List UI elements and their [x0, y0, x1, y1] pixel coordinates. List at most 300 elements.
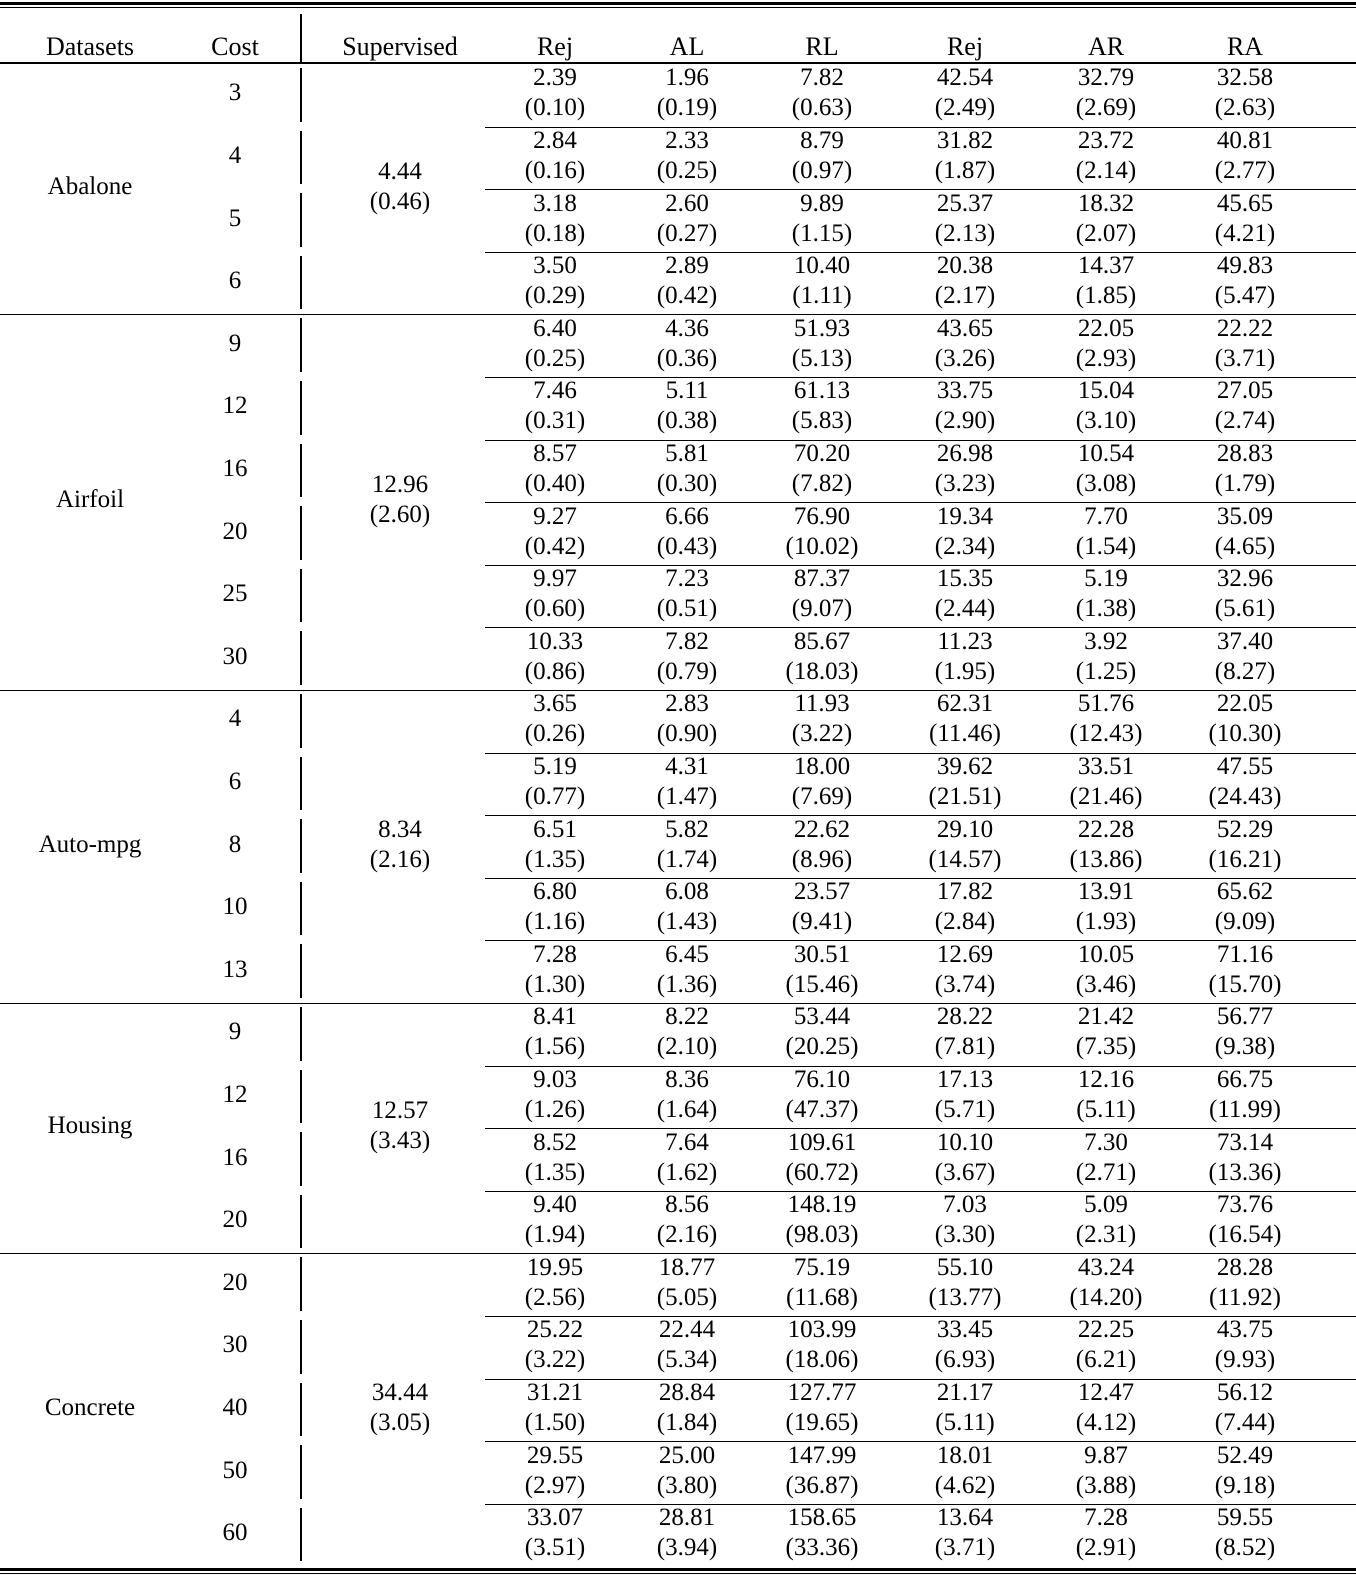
- cell-al: [657, 439, 717, 499]
- cell-rej1-sd: (0.60): [524, 595, 586, 623]
- cell-rej2: [929, 752, 1002, 812]
- cell-al: [657, 502, 717, 562]
- cell-ar: [1070, 1253, 1143, 1313]
- cell-al: [657, 376, 717, 436]
- cell-rej1-mean: 6.40: [533, 314, 577, 342]
- cell-rl: [792, 251, 851, 311]
- cell-rej2-sd: (6.93): [934, 1346, 996, 1374]
- row-vertical-divider: [300, 569, 302, 623]
- cell-ra: [1209, 689, 1282, 749]
- cell-ar: [1076, 940, 1136, 1000]
- cell-ra-sd: (24.43): [1208, 782, 1282, 810]
- cell-ar-mean: 21.42: [1077, 1003, 1135, 1031]
- cell-ar-mean: 22.25: [1077, 1316, 1135, 1344]
- supervised-value-concrete-mean: 34.44: [371, 1378, 429, 1406]
- cell-rl-mean: 51.93: [793, 314, 851, 342]
- cell-ar-sd: (2.31): [1075, 1221, 1137, 1249]
- cell-rl-mean: 85.67: [793, 627, 851, 655]
- cell-ra-sd: (8.27): [1214, 657, 1276, 685]
- cell-rej2: [935, 877, 995, 937]
- cell-ar-mean: 15.04: [1077, 377, 1135, 405]
- cell-ra-sd: (16.54): [1208, 1221, 1282, 1249]
- cell-rej2-mean: 33.75: [936, 377, 994, 405]
- cell-rej1-sd: (1.50): [524, 1408, 586, 1436]
- cell-rl: [786, 1378, 859, 1438]
- cell-al-sd: (0.19): [656, 94, 718, 122]
- cell-ra-mean: 66.75: [1216, 1065, 1274, 1093]
- row-vertical-divider: [300, 193, 302, 247]
- cost-value: 25: [222, 580, 248, 608]
- cell-ar-sd: (2.71): [1075, 1158, 1137, 1186]
- cell-ra-sd: (13.36): [1208, 1158, 1282, 1186]
- cell-rej2-sd: (13.77): [928, 1283, 1002, 1311]
- cell-rej1-mean: 9.27: [533, 502, 577, 530]
- cost-value: 16: [222, 454, 248, 482]
- cell-al-mean: 2.33: [665, 126, 709, 154]
- cell-ra: [1215, 564, 1275, 624]
- cell-rl-sd: (0.63): [791, 94, 853, 122]
- cell-rej1-mean: 5.19: [533, 752, 577, 780]
- cell-ar-mean: 7.28: [1084, 1504, 1128, 1532]
- cell-ar-sd: (2.14): [1075, 156, 1137, 184]
- cell-rej2: [935, 126, 995, 186]
- cell-rl: [792, 63, 852, 123]
- row-vertical-divider: [300, 506, 302, 560]
- cell-rl: [786, 1441, 859, 1501]
- cell-rl: [786, 1002, 859, 1062]
- cell-rej2-sd: (3.71): [934, 1534, 996, 1562]
- cell-rl-sd: (19.65): [785, 1408, 859, 1436]
- cell-al-sd: (0.42): [656, 282, 718, 310]
- cell-rl: [786, 1190, 859, 1250]
- cell-al: [657, 1378, 717, 1438]
- cell-rl: [792, 815, 852, 875]
- cell-rej1-sd: (2.97): [524, 1471, 586, 1499]
- cell-rej1-sd: (2.56): [524, 1283, 586, 1311]
- cell-rej1-sd: (0.16): [524, 156, 586, 184]
- cell-al: [657, 189, 717, 249]
- cell-rl-mean: 30.51: [793, 940, 851, 968]
- supervised-sd-abalone: (0.46): [369, 188, 431, 216]
- row-vertical-divider: [300, 631, 302, 685]
- cell-al-sd: (2.16): [656, 1221, 718, 1249]
- cell-ar-mean: 12.47: [1077, 1378, 1135, 1406]
- cell-rl-mean: 22.62: [793, 815, 851, 843]
- cell-rej1-mean: 19.95: [526, 1253, 584, 1281]
- cell-ar-sd: (12.43): [1069, 720, 1143, 748]
- cell-ra: [1215, 877, 1275, 937]
- cell-ar-mean: 33.51: [1077, 752, 1135, 780]
- cell-al: [657, 1190, 717, 1250]
- cell-ar-mean: 10.54: [1077, 439, 1135, 467]
- dataset-name-airfoil: Airfoil: [55, 486, 125, 514]
- cell-rej1-sd: (0.86): [524, 657, 586, 685]
- cell-rej1: [525, 689, 585, 749]
- cell-al: [657, 63, 717, 123]
- cell-rej2-mean: 55.10: [936, 1253, 994, 1281]
- cell-rl-mean: 76.90: [793, 502, 851, 530]
- cell-rej1: [525, 502, 585, 562]
- cell-al-mean: 2.83: [665, 690, 709, 718]
- cell-ar: [1076, 1065, 1135, 1125]
- cell-rej1-sd: (1.16): [524, 908, 586, 936]
- column-header-cost: Cost: [211, 32, 259, 61]
- cell-rej2-sd: (21.51): [928, 782, 1002, 810]
- cell-al: [657, 752, 717, 812]
- cell-ra-mean: 32.58: [1216, 64, 1274, 92]
- cell-rej1: [525, 627, 585, 687]
- supervised-sd-housing: (3.43): [369, 1127, 431, 1155]
- cell-ra: [1215, 251, 1275, 311]
- cell-rej2-sd: (3.26): [934, 344, 996, 372]
- cost-value: 6: [228, 267, 242, 295]
- cell-rej2-mean: 13.64: [936, 1504, 994, 1532]
- cell-rl-sd: (9.07): [791, 595, 853, 623]
- cell-rej2: [935, 63, 995, 123]
- cell-ar-mean: 5.09: [1084, 1191, 1128, 1219]
- cell-rej1-sd: (0.18): [524, 219, 586, 247]
- cell-ra-mean: 52.29: [1216, 815, 1274, 843]
- supervised-value-housing: [370, 1096, 430, 1156]
- cell-rl: [786, 1253, 858, 1313]
- cell-ra: [1215, 1315, 1275, 1375]
- cost-value: 13: [222, 955, 248, 983]
- column-header-al: AL: [669, 32, 705, 61]
- cell-ra: [1209, 1065, 1281, 1125]
- cell-rl: [792, 189, 852, 249]
- cell-rej1: [525, 251, 585, 311]
- dataset-name-housing: Housing: [47, 1112, 133, 1140]
- cell-ar-mean: 3.92: [1084, 627, 1128, 655]
- cell-ar-sd: (1.38): [1075, 595, 1137, 623]
- cell-al-sd: (1.64): [656, 1095, 718, 1123]
- cell-al: [657, 1441, 717, 1501]
- table-bottom-border: [0, 1568, 1356, 1571]
- cell-rej2-sd: (3.30): [934, 1221, 996, 1249]
- column-header-ra: RA: [1226, 32, 1264, 61]
- cell-ar-sd: (3.08): [1075, 469, 1137, 497]
- row-vertical-divider: [300, 1070, 302, 1124]
- cell-rej2-sd: (2.13): [934, 219, 996, 247]
- row-vertical-divider: [300, 381, 302, 435]
- cell-rej2-sd: (5.71): [934, 1095, 996, 1123]
- cell-ra-mean: 47.55: [1216, 752, 1274, 780]
- cell-rej1-sd: (0.29): [524, 282, 586, 310]
- cell-ra-mean: 35.09: [1216, 502, 1274, 530]
- cell-rej1-mean: 9.97: [533, 565, 577, 593]
- cell-rl: [792, 439, 852, 499]
- cell-ar: [1070, 815, 1143, 875]
- cost-value: 4: [228, 141, 242, 169]
- cell-ra: [1209, 815, 1282, 875]
- dataset-name-concrete: Concrete: [44, 1393, 136, 1421]
- cell-al-mean: 5.81: [665, 439, 709, 467]
- cell-al: [657, 126, 717, 186]
- cell-rej2: [929, 1253, 1002, 1313]
- cell-rej2-mean: 12.69: [936, 940, 994, 968]
- cell-ra: [1209, 1190, 1282, 1250]
- cell-rej1-sd: (0.25): [524, 344, 586, 372]
- supervised-value-airfoil: [370, 470, 430, 530]
- cell-rej1: [525, 1315, 585, 1375]
- cell-ar: [1076, 376, 1136, 436]
- table-bottom-border-thin: [0, 1573, 1356, 1574]
- cell-al-sd: (0.79): [656, 657, 718, 685]
- cell-ar: [1076, 1503, 1136, 1563]
- cell-rej2-mean: 28.22: [936, 1003, 994, 1031]
- cell-ar-mean: 7.30: [1084, 1128, 1128, 1156]
- cost-value: 9: [228, 329, 242, 357]
- cell-rl-sd: (98.03): [785, 1221, 859, 1249]
- cell-ra: [1209, 1128, 1282, 1188]
- cell-rej1: [525, 1441, 585, 1501]
- cell-rej1: [525, 126, 585, 186]
- cell-al-mean: 6.66: [665, 502, 709, 530]
- cell-ar: [1076, 1441, 1136, 1501]
- cell-ar: [1076, 126, 1136, 186]
- cell-rej2-mean: 29.10: [936, 815, 994, 843]
- cell-rej1: [525, 940, 585, 1000]
- column-header-supervised: Supervised: [342, 32, 458, 61]
- cell-ar: [1076, 564, 1136, 624]
- cell-rl-sd: (7.69): [791, 782, 853, 810]
- cell-ar-mean: 22.28: [1077, 815, 1135, 843]
- cell-al: [657, 940, 717, 1000]
- cell-ar: [1076, 627, 1136, 687]
- cell-rej2-sd: (1.87): [934, 156, 996, 184]
- cell-ra-mean: 32.96: [1216, 565, 1274, 593]
- cell-rl-sd: (10.02): [785, 532, 859, 560]
- cell-rej1-sd: (0.77): [524, 782, 586, 810]
- cell-rej2-mean: 33.45: [936, 1316, 994, 1344]
- cell-rej1-sd: (0.26): [524, 720, 586, 748]
- cell-rl-mean: 147.99: [787, 1441, 857, 1469]
- cell-rl: [792, 314, 852, 374]
- cost-value: 9: [228, 1018, 242, 1046]
- cell-rl-mean: 18.00: [793, 752, 851, 780]
- cell-ar-mean: 22.05: [1077, 314, 1135, 342]
- cell-ar-mean: 14.37: [1077, 252, 1135, 280]
- cell-rl-mean: 158.65: [787, 1504, 857, 1532]
- cell-rej1: [525, 1128, 585, 1188]
- row-vertical-divider: [300, 318, 302, 372]
- cell-ra: [1215, 1441, 1275, 1501]
- cell-rej1: [525, 815, 585, 875]
- cell-rej2: [935, 439, 995, 499]
- cell-rl-mean: 7.82: [800, 64, 844, 92]
- cell-ar-sd: (5.11): [1076, 1095, 1136, 1123]
- cell-ar-mean: 32.79: [1077, 64, 1135, 92]
- cell-ar-sd: (7.35): [1075, 1033, 1137, 1061]
- cell-ra-mean: 65.62: [1216, 878, 1274, 906]
- dataset-name-abalone: Abalone: [47, 173, 133, 201]
- cell-rl-mean: 103.99: [787, 1316, 857, 1344]
- cell-rl-mean: 61.13: [793, 377, 851, 405]
- cell-ra-sd: (7.44): [1214, 1408, 1276, 1436]
- cell-ra: [1215, 1503, 1275, 1563]
- cell-ra-mean: 22.05: [1216, 690, 1274, 718]
- cell-ar-mean: 9.87: [1084, 1441, 1128, 1469]
- cell-rej2-mean: 10.10: [936, 1128, 994, 1156]
- cell-al-sd: (1.84): [656, 1408, 718, 1436]
- supervised-value-auto-mpg-mean: 8.34: [378, 815, 422, 843]
- cell-al-mean: 22.44: [658, 1316, 716, 1344]
- cell-ra: [1215, 1002, 1275, 1062]
- cell-ra-sd: (2.63): [1214, 94, 1276, 122]
- cell-ra: [1215, 63, 1275, 123]
- cell-ar-sd: (3.88): [1075, 1471, 1137, 1499]
- cell-rej2-mean: 43.65: [936, 314, 994, 342]
- cell-al-mean: 18.77: [658, 1253, 716, 1281]
- cell-ra-sd: (10.30): [1208, 720, 1282, 748]
- cell-rej1-mean: 10.33: [526, 627, 584, 655]
- cell-rl: [792, 877, 852, 937]
- cost-value: 5: [228, 204, 242, 232]
- cell-al-mean: 1.96: [665, 64, 709, 92]
- cell-ar-sd: (1.25): [1075, 657, 1137, 685]
- cell-rej1: [525, 1065, 585, 1125]
- cell-rej2-mean: 25.37: [936, 189, 994, 217]
- cell-rej1: [525, 752, 585, 812]
- cell-rej2: [935, 1128, 995, 1188]
- cell-rej2-sd: (2.44): [934, 595, 996, 623]
- cell-al-sd: (2.10): [656, 1033, 718, 1061]
- cell-rej2-mean: 17.13: [936, 1065, 994, 1093]
- cell-rl-sd: (5.83): [791, 407, 853, 435]
- cell-rej1-mean: 3.18: [533, 189, 577, 217]
- row-vertical-divider: [300, 694, 302, 748]
- cell-rl-sd: (15.46): [785, 970, 859, 998]
- cell-al-mean: 8.56: [665, 1191, 709, 1219]
- cell-rej2-sd: (11.46): [929, 720, 1001, 748]
- cell-ar: [1076, 189, 1136, 249]
- cell-al-mean: 2.89: [665, 252, 709, 280]
- cost-value: 20: [222, 517, 248, 545]
- cell-al: [657, 1128, 717, 1188]
- cell-rej1-mean: 6.80: [533, 878, 577, 906]
- cell-rl-sd: (9.41): [791, 908, 853, 936]
- cell-ra-mean: 27.05: [1216, 377, 1274, 405]
- cell-al: [657, 815, 717, 875]
- cell-rej2: [935, 940, 995, 1000]
- cell-ar-mean: 12.16: [1077, 1065, 1135, 1093]
- cell-al-mean: 2.60: [665, 189, 709, 217]
- cell-ra-sd: (2.74): [1214, 407, 1276, 435]
- cell-rej2-sd: (2.90): [934, 407, 996, 435]
- cell-rej1-sd: (1.35): [524, 1158, 586, 1186]
- cell-rl: [792, 564, 852, 624]
- supervised-value-airfoil-mean: 12.96: [371, 471, 429, 499]
- cell-rej2-mean: 21.17: [936, 1378, 994, 1406]
- column-header-rej2: Rej: [946, 32, 984, 61]
- cell-rej1-mean: 33.07: [526, 1504, 584, 1532]
- cell-rej2-sd: (2.84): [934, 908, 996, 936]
- cell-rl-sd: (8.96): [791, 845, 853, 873]
- cell-rej1: [525, 1002, 585, 1062]
- cell-ar-sd: (21.46): [1069, 782, 1143, 810]
- cell-rej2-sd: (4.62): [934, 1471, 996, 1499]
- cell-ra-sd: (5.61): [1214, 595, 1276, 623]
- cell-rej2-mean: 42.54: [936, 64, 994, 92]
- cell-ra-sd: (3.71): [1214, 344, 1276, 372]
- row-vertical-divider: [300, 757, 302, 811]
- cell-rl: [786, 1128, 859, 1188]
- cell-rej2-mean: 31.82: [936, 126, 994, 154]
- cell-rl: [786, 627, 859, 687]
- cell-ar-sd: (13.86): [1069, 845, 1143, 873]
- cell-al: [657, 564, 717, 624]
- row-vertical-divider: [300, 1508, 302, 1562]
- cell-rej1: [525, 314, 585, 374]
- cell-rej1-sd: (3.51): [524, 1534, 586, 1562]
- cell-ar-sd: (2.93): [1075, 344, 1137, 372]
- cell-al-sd: (1.47): [656, 782, 718, 810]
- cell-al: [657, 1065, 717, 1125]
- cell-al-sd: (3.94): [656, 1534, 718, 1562]
- cell-ar: [1076, 1128, 1136, 1188]
- supervised-value-auto-mpg: [370, 815, 430, 875]
- cell-rej1: [525, 1190, 585, 1250]
- cell-ar-sd: (2.91): [1075, 1534, 1137, 1562]
- cell-ra: [1215, 314, 1275, 374]
- cell-ar-mean: 7.70: [1084, 502, 1128, 530]
- supervised-value-housing-mean: 12.57: [371, 1097, 429, 1125]
- cell-rl: [786, 502, 859, 562]
- cell-rej1-mean: 9.03: [533, 1065, 577, 1093]
- cell-ra: [1215, 189, 1275, 249]
- cell-ar-sd: (14.20): [1069, 1283, 1143, 1311]
- cell-rej1-sd: (0.42): [524, 532, 586, 560]
- cell-ra: [1215, 439, 1275, 499]
- cell-rl-sd: (33.36): [785, 1534, 859, 1562]
- cell-rl: [792, 752, 852, 812]
- cell-rej1-sd: (0.10): [524, 94, 586, 122]
- cell-al-sd: (1.74): [656, 845, 718, 873]
- cell-rl-sd: (18.06): [785, 1346, 859, 1374]
- cell-rl-mean: 148.19: [787, 1191, 857, 1219]
- row-vertical-divider: [300, 131, 302, 185]
- cell-ra-mean: 49.83: [1216, 252, 1274, 280]
- column-header-rl: RL: [805, 32, 839, 61]
- cell-ar-sd: (1.54): [1075, 532, 1137, 560]
- cell-rej2-mean: 26.98: [936, 439, 994, 467]
- cell-ra-mean: 43.75: [1216, 1316, 1274, 1344]
- cell-rl: [786, 1065, 859, 1125]
- cell-rej2: [935, 1378, 994, 1438]
- table-top-border: [0, 2, 1356, 5]
- cell-rl-mean: 9.89: [800, 189, 844, 217]
- cell-rl-sd: (18.03): [785, 657, 859, 685]
- cell-rej2-sd: (2.34): [934, 532, 996, 560]
- cell-rl-mean: 10.40: [793, 252, 851, 280]
- cell-ra: [1215, 502, 1275, 562]
- cost-value: 12: [222, 392, 248, 420]
- row-vertical-divider: [300, 1445, 302, 1499]
- cell-rej2-mean: 39.62: [936, 752, 994, 780]
- cell-rej2: [935, 1065, 995, 1125]
- cell-ra-sd: (4.21): [1214, 219, 1276, 247]
- cell-rl-sd: (5.13): [791, 344, 853, 372]
- cell-al: [657, 877, 717, 937]
- row-vertical-divider: [300, 944, 302, 998]
- cell-ra-mean: 71.16: [1216, 940, 1274, 968]
- cell-ra-mean: 37.40: [1216, 627, 1274, 655]
- cell-al-sd: (1.62): [656, 1158, 718, 1186]
- cell-ar-sd: (3.46): [1075, 970, 1137, 998]
- cell-ar-sd: (3.10): [1075, 407, 1137, 435]
- cell-ra-mean: 22.22: [1216, 314, 1274, 342]
- cell-rej1: [525, 1253, 585, 1313]
